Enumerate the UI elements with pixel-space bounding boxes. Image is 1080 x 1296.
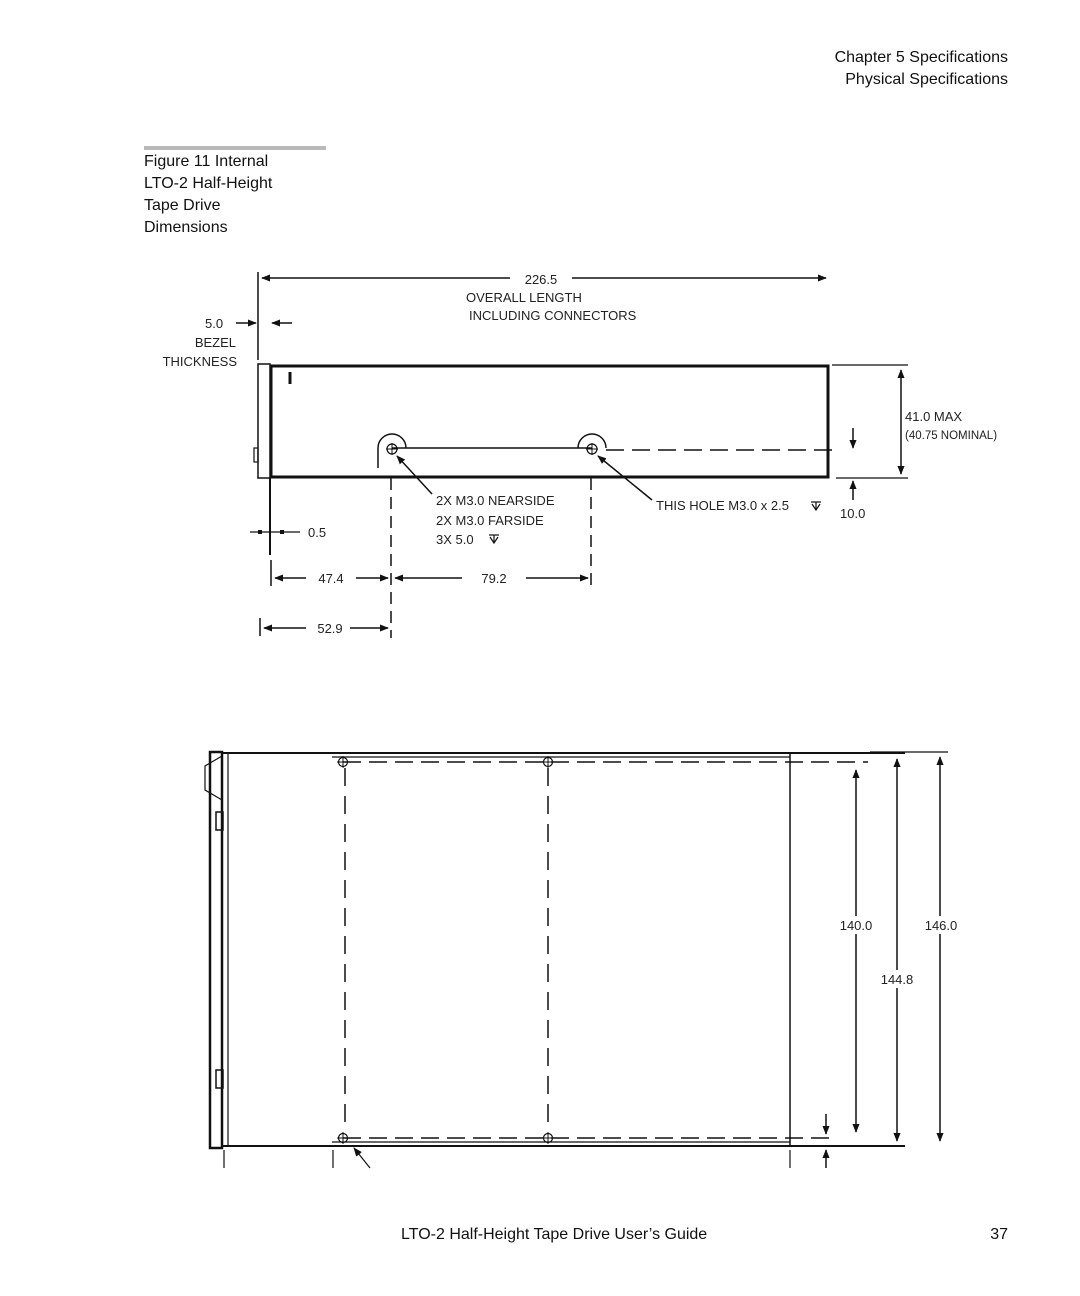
overall-length-value: 226.5 (524, 272, 558, 287)
hole-note: 2X M3.0 FARSIDE (436, 513, 544, 528)
dim-144-label: 144.8 (880, 972, 914, 987)
drive-body-outline (271, 366, 828, 477)
chapter-header: Chapter 5 Specifications (834, 49, 1008, 66)
hole-note: 2X M3.0 NEARSIDE (436, 493, 555, 508)
top-view (205, 752, 948, 1168)
hole-note: 3X 5.0 (436, 532, 474, 547)
footer-title: LTO-2 Half-Height Tape Drive User’s Guide (401, 1226, 708, 1243)
mounting-hole (542, 756, 554, 768)
page-number: 37 (990, 1226, 1008, 1243)
overall-length-label: OVERALL LENGTH (466, 290, 582, 305)
bezel-label: THICKNESS (162, 354, 237, 369)
dim-47-label: 47.4 (318, 571, 344, 586)
section-header: Physical Specifications (845, 71, 1008, 88)
dim-79-label: 79.2 (481, 571, 507, 586)
bezel-offset-label: 0.5 (308, 525, 327, 540)
dim-140-label: 140.0 (839, 918, 873, 933)
mounting-hole (337, 756, 349, 768)
this-hole-note: THIS HOLE M3.0 x 2.5 (656, 498, 789, 513)
leader-line (397, 456, 432, 494)
bezel-label: BEZEL (194, 335, 236, 350)
bottom-offset-label: 10.0 (840, 506, 866, 521)
caption-line: Dimensions (144, 219, 228, 236)
depth-symbol-icon (811, 502, 821, 510)
bezel-edge (205, 756, 222, 800)
dim-52-label: 52.9 (317, 621, 343, 636)
leader-line (354, 1148, 370, 1168)
caption-line: Tape Drive (144, 197, 221, 214)
dim-146-label: 146.0 (924, 918, 958, 933)
bezel-outline (258, 364, 270, 478)
height-nominal-label: (40.75 NOMINAL) (905, 430, 998, 442)
caption-line: LTO-2 Half-Height (144, 175, 273, 192)
caption-line: Figure 11 Internal (144, 153, 269, 170)
depth-symbol-icon (489, 535, 499, 543)
height-max-label: 41.0 MAX (905, 409, 963, 424)
overall-length-label: INCLUDING CONNECTORS (469, 308, 637, 323)
bezel-value: 5.0 (205, 316, 224, 331)
